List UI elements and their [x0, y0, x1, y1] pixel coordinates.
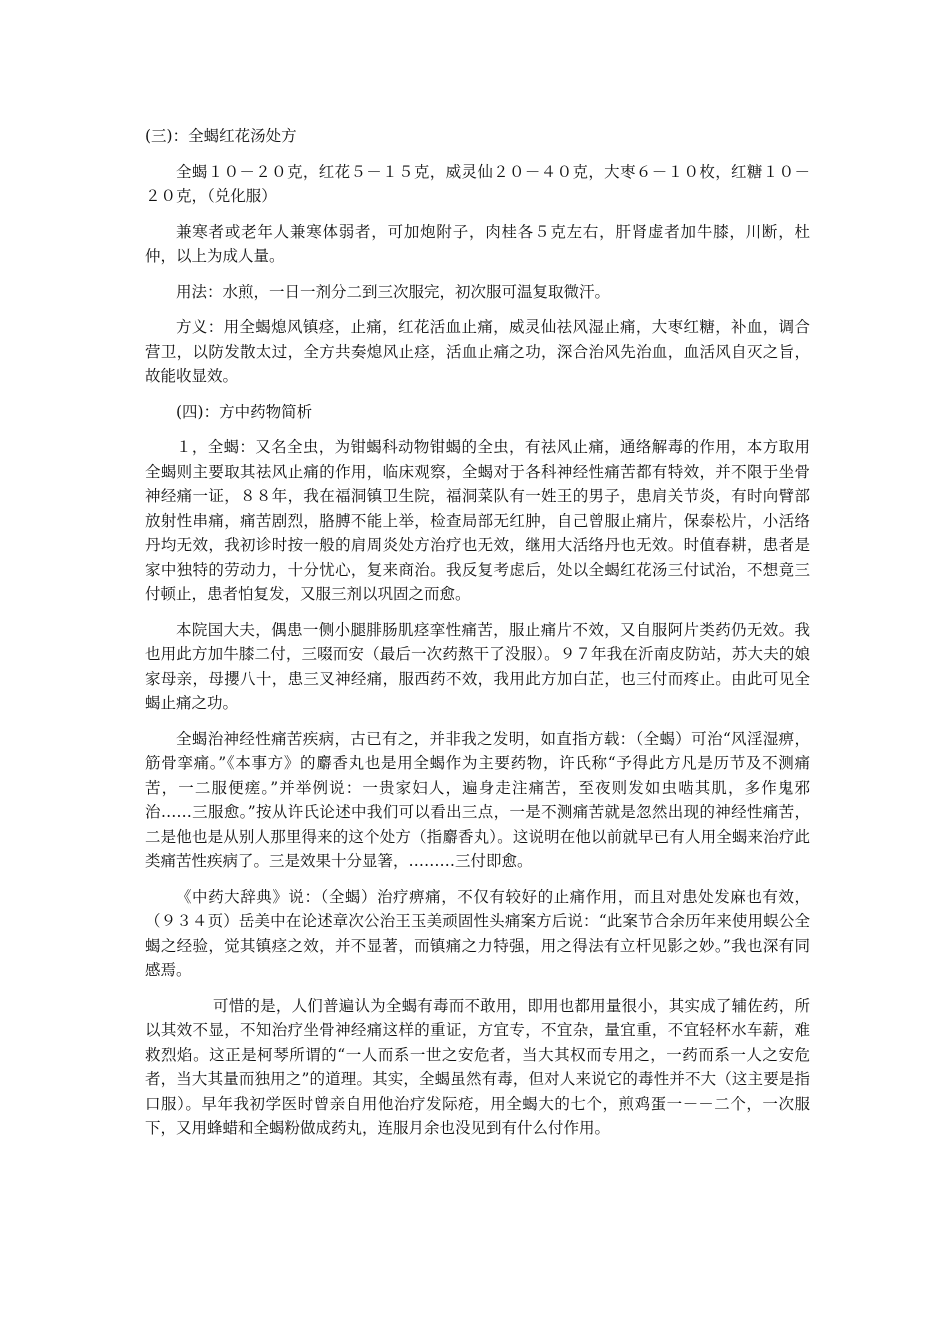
document-body — [145, 124, 810, 1152]
section3-heading: (三)：全蝎红花汤处方 — [145, 127, 297, 145]
formula-paragraph: 全蝎１０－２０克，红花５－１５克，威灵仙２０－４０克，大枣６－１０枚，红糖１０－２０克，（兑化服） — [145, 162, 810, 205]
section4-heading: (四)：方中药物简析 — [176, 402, 313, 421]
usage-paragraph: 用法：水煎，一日一剂分二到三次服完，初次服可温复取微汗。 — [176, 282, 611, 301]
meaning-paragraph: 方义：用全蝎熄风镇痉，止痛，红花活血止痛，威灵仙祛风湿止痛，大枣红糖，补血，调合营卫，以防发散太过，全方共奏熄风止痉，活血止痛之功，深合治风先治血，血活风自灭之旨，故能收显效。 — [145, 318, 810, 385]
colleague-case-paragraph: 本院国大夫，偶患一侧小腿腓肠肌痉挛性痛苦，服止痛片不效，又自服阿片类药仍无效。我也用此方加牛膝二付，三啜而安（最后一次药熬干了没服）。９７年我在沂南皮防站，苏大夫的娘家母亲，母攖八十，患三叉神经痛，服西药不效，我用此方加白芷，也三付而疼止。由此可见全蝎止痛之功。 — [145, 620, 810, 712]
additions-paragraph: 兼寒者或老年人兼寒体弱者，可加炮附子，肉桂各５克左右，肝肾虚者加牛膝，川断，杜仲，以上为成人量。 — [145, 222, 810, 265]
regret-paragraph: 可惜的是，人们普遍认为全蝎有毒而不敢用，即用也都用量很小，其实成了辅佐药，所以其效不显，不知治疗坐骨神经痛这样的重证，方宜专，不宜杂，量宜重，不宜轻杯水车薪，难救烈焰。这正是柯琴所谓的“一人而系一世之安危者，当大其权而专用之，一药而系一人之安危者，当大其量而独用之”的道理。其实，全蝎虽然有毒，但对人来说它的毒性并不大（这主要是指口服）。早年我初学医时曾亲自用他治疗发际疮，用全蝎大的七个，煎鸡蛋一－－二个，一次服下，又用蜂蜡和全蝎粉做成药丸，连服月余也没见到有什么付作用。 — [145, 996, 810, 1137]
dictionary-paragraph: 《中药大辞典》说：（全蝎）治疗痹痛，不仅有较好的止痛作用，而且对患处发麻也有效，（９３４页）岳美中在论述章次公治王玉美顽固性头痛案方后说：“此案节合余历年来使用蜈公全蝎之经验，觉其镇痉之效，并不显著，而镇痛之力特强，用之得法有立杆见影之妙。”我也深有同感焉。 — [145, 887, 810, 979]
scorpion-paragraph: １，全蝎：又名全虫，为钳蝎科动物钳蝎的全虫，有祛风止痛，通络解毒的作用，本方取用全蝎则主要取其祛风止痛的作用，临床观察，全蝎对于各科神经性痛苦都有特效，并不限于坐骨神经痛一证，８８年，我在福洞镇卫生院，福洞菜队有一姓王的男子，患肩关节炎，有时向臂部放射性串痛，痛苦剧烈，胳膊不能上举，检查局部无红肿，自己曾服止痛片，保泰松片，小活络丹均无效，我初诊时按一般的肩周炎处方治疗也无效，继用大活络丹也无效。时值春耕，患者是家中独特的劳动力，十分忧心，复来商治。我反复考虑后，处以全蝎红花汤三付试治，不想竟三付顿止，患者怕复发，又服三剂以巩固之而愈。 — [145, 438, 810, 603]
history-paragraph: 全蝎治神经性痛苦疾病，古已有之，并非我之发明，如直指方载：（全蝎）可治“风淫湿痹，筋骨挛痛。”《本事方》的麝香丸也是用全蝎作为主要药物，许氏称“予得此方凡是历节及不测痛苦，一二服便瘥。”并举例说：一贵家妇人，遍身走注痛苦，至夜则发如虫啮其肌，多作鬼邪治……三服愈。”按从许氏论述中我们可以看出三点，一是不测痛苦就是忽然出现的神经性痛苦，二是他也是从别人那里得来的这个处方（指麝香丸）。这说明在他以前就早已有人用全蝎来治疗此类痛苦性疾病了。三是效果十分显箸，………三付即愈。 — [145, 729, 810, 870]
